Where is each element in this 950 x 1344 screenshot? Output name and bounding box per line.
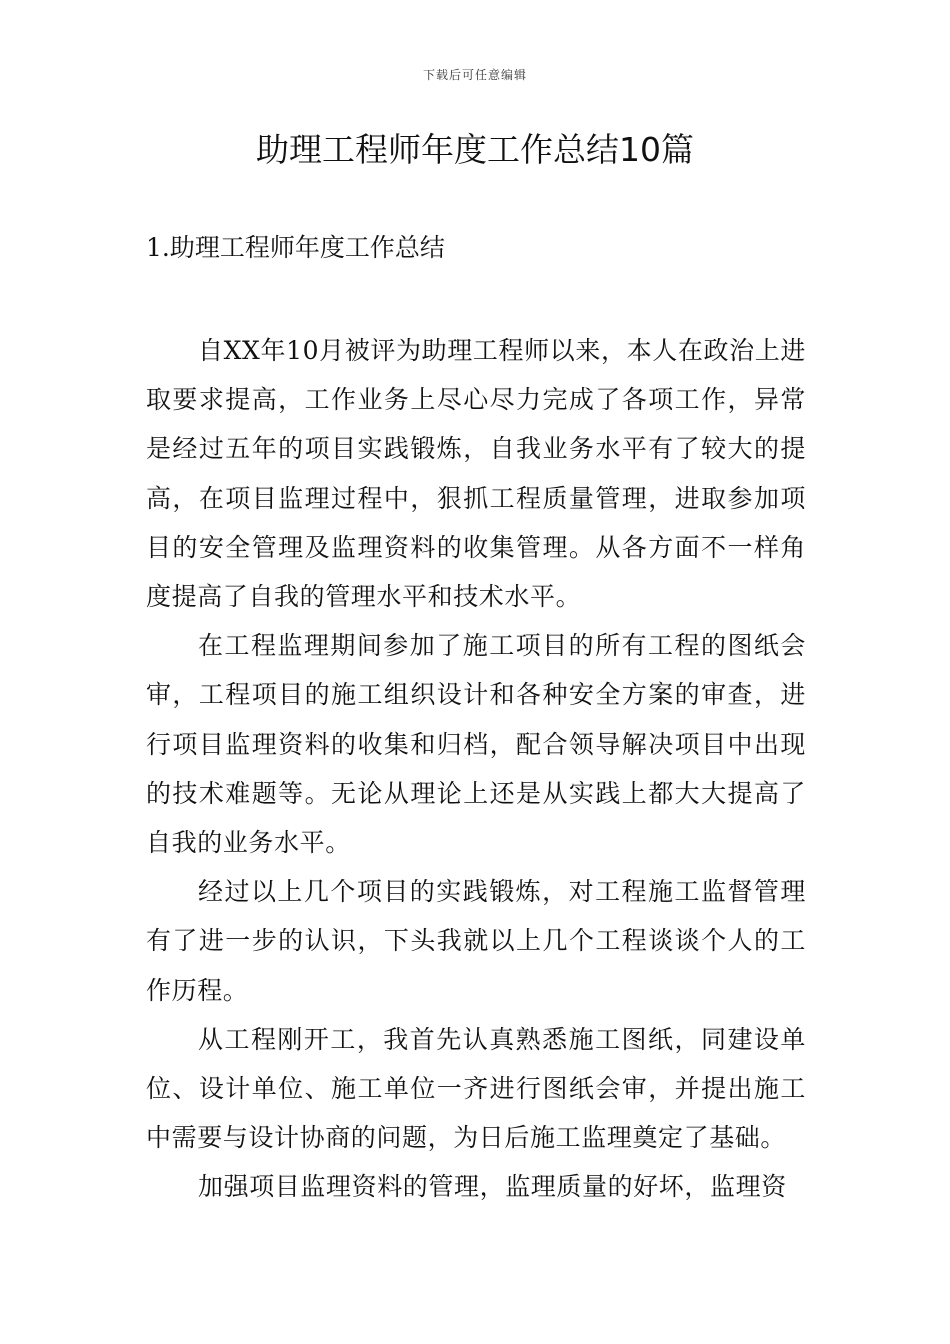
paragraph: 加强项目监理资料的管理，监理质量的好坏，监理资 — [198, 1172, 787, 1202]
body-text — [146, 326, 806, 1212]
paragraph: 在工程监理期间参加了施工项目的所有工程的图纸会审，工程项目的施工组织设计和各种安全方案的审查，进行项目监理资料的收集和归档，配合领导解决项目中出现的技术难题等。无论从理论上还是从实践上都大大提高了自我的业务水平。 — [146, 631, 806, 858]
paragraph: 经过以上几个项目的实践锻炼，对工程施工监督管理有了进一步的认识，下头我就以上几个工程谈谈个人的工作历程。 — [146, 877, 806, 1005]
header-note: 下载后可任意编辑 — [422, 68, 527, 82]
paragraph: 自XX年10月被评为助理工程师以来，本人在政治上进取要求提高，工作业务上尽心尽力完成了各项工作，异常是经过五年的项目实践锻炼，自我业务水平有了较大的提高，在项目监理过程中，狠抓工程质量管理，进取参加项目的安全管理及监理资料的收集管理。从各方面不一样角度提高了自我的管理水平和技术水平。 — [146, 336, 806, 612]
section-heading: 1.助理工程师年度工作总结 — [146, 233, 445, 262]
paragraph: 从工程刚开工，我首先认真熟悉施工图纸，同建设单位、设计单位、施工单位一齐进行图纸会审，并提出施工中需要与设计协商的问题，为日后施工监理奠定了基础。 — [146, 1024, 806, 1153]
document-title: 助理工程师年度工作总结10篇 — [256, 130, 694, 169]
